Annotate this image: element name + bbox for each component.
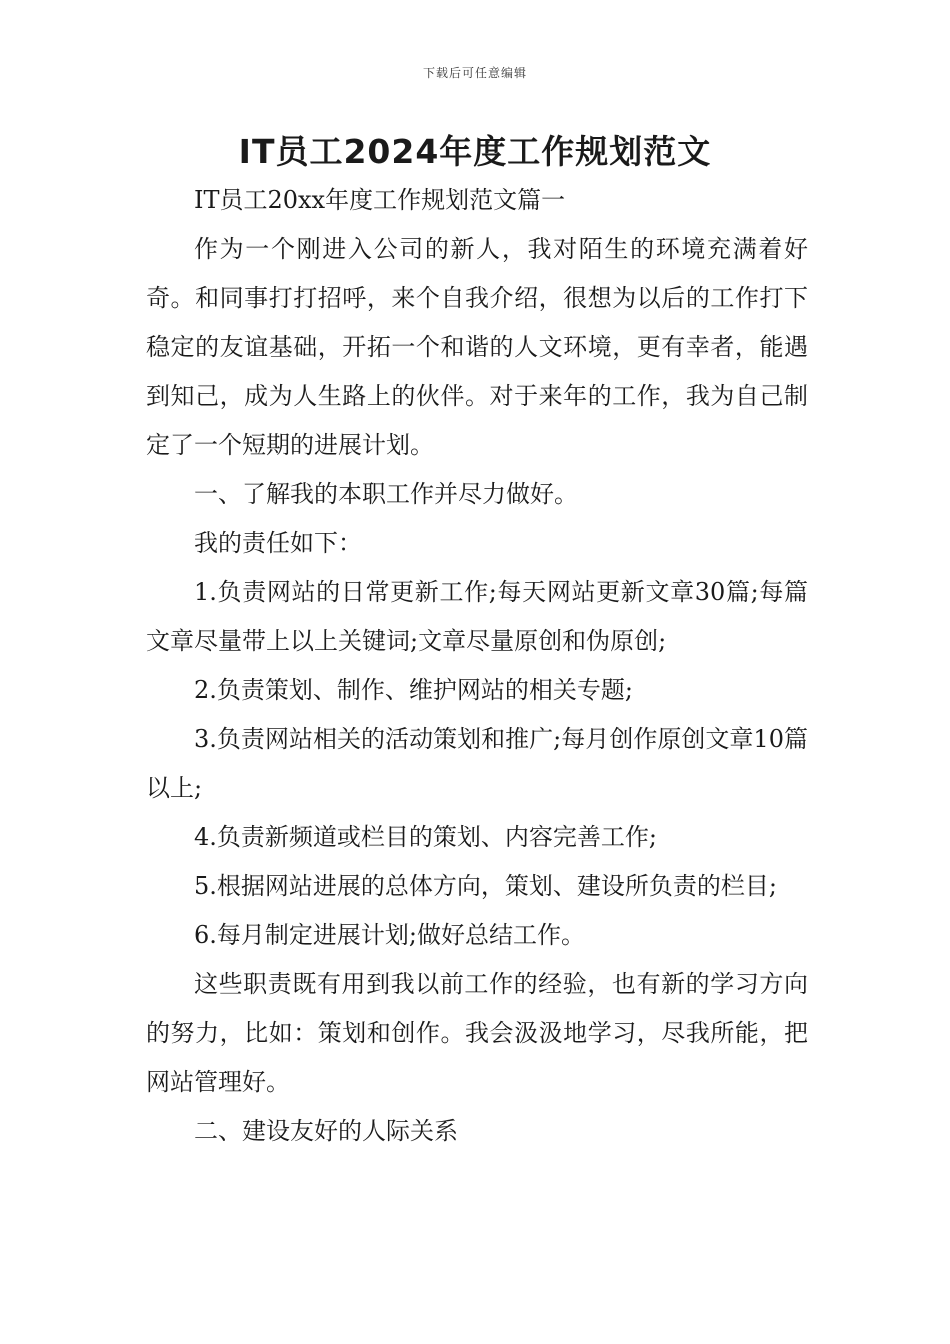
document-title: IT员工2024年度工作规划范文 xyxy=(238,132,712,171)
duty-item-6: 6.每月制定进展计划;做好总结工作。 xyxy=(194,921,585,949)
paragraph-summary: 这些职责既有用到我以前工作的经验，也有新的学习方向的努力，比如：策划和创作。我会汲汲地学习，尽我所能，把网站管理好。 xyxy=(146,970,808,1096)
section-subtitle: IT员工20xx年度工作规划范文篇一 xyxy=(194,186,566,214)
duty-item-5: 5.根据网站进展的总体方向，策划、建设所负责的栏目; xyxy=(194,872,777,900)
header-note: 下载后可任意编辑 xyxy=(422,66,527,80)
document-body xyxy=(146,176,808,1156)
paragraph-intro: 作为一个刚进入公司的新人，我对陌生的环境充满着好奇。和同事打打招呼，来个自我介绍，很想为以后的工作打下稳定的友谊基础，开拓一个和谐的人文环境，更有幸者，能遇到知己，成为人生路上的伙伴。对于来年的工作，我为自己制定了一个短期的进展计划。 xyxy=(146,235,808,459)
duty-item-1: 1.负责网站的日常更新工作;每天网站更新文章30篇;每篇文章尽量带上以上关键词;文章尽量原创和伪原创; xyxy=(146,578,808,655)
duty-item-4: 4.负责新频道或栏目的策划、内容完善工作; xyxy=(194,823,657,851)
duty-item-3: 3.负责网站相关的活动策划和推广;每月创作原创文章10篇以上; xyxy=(146,725,808,802)
paragraph-duties-intro: 我的责任如下： xyxy=(194,529,362,557)
section-heading-1: 一、了解我的本职工作并尽力做好。 xyxy=(194,480,578,508)
duty-item-2: 2.负责策划、制作、维护网站的相关专题; xyxy=(194,676,633,704)
section-heading-2: 二、建设友好的人际关系 xyxy=(194,1117,458,1145)
